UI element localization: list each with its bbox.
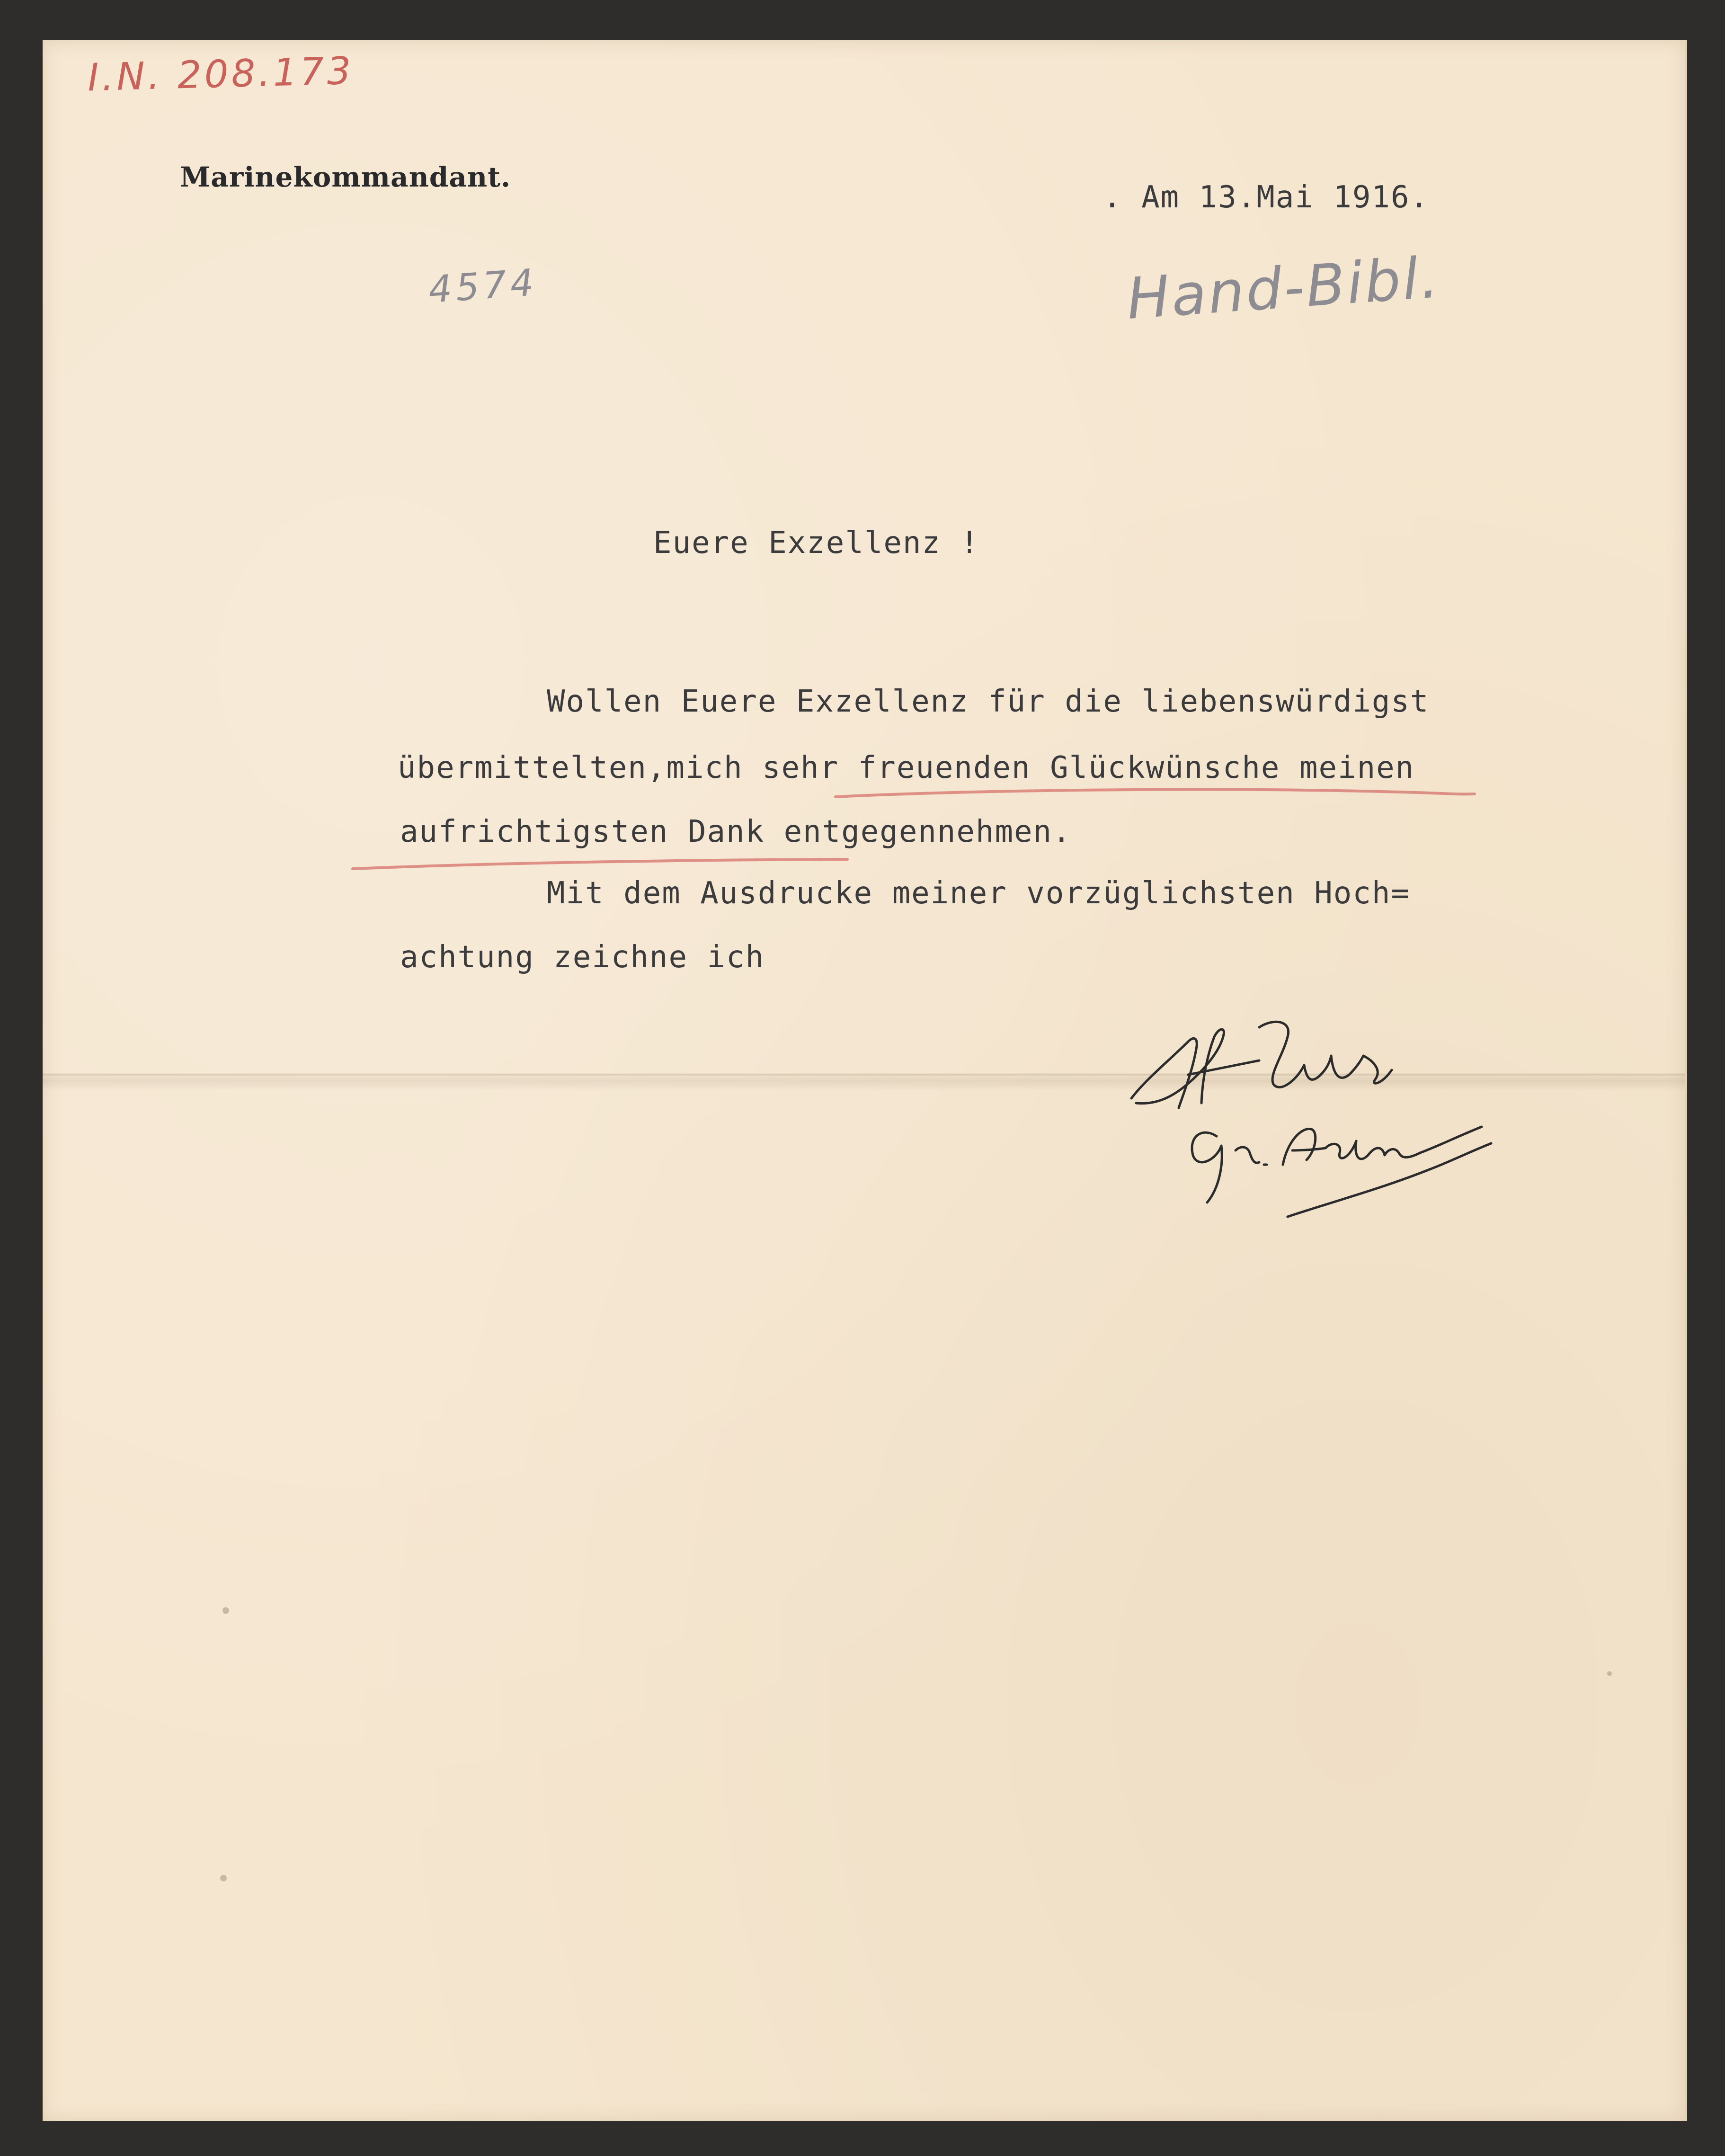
pencil-note: Hand-Bibl.: [1124, 245, 1442, 332]
letterhead: Marinekommandant.: [180, 161, 511, 193]
body-line: übermittelten,mich sehr freuenden Glückwünsche meinen: [398, 750, 1415, 785]
date-line: . Am 13.Mai 1916.: [1103, 180, 1430, 215]
body-line: achtung zeichne ich: [400, 940, 765, 975]
signature: [1117, 1008, 1505, 1221]
body-line: aufrichtigsten Dank entgegennehmen.: [400, 814, 1072, 849]
paper-spot: [222, 1607, 229, 1614]
body-line: Mit dem Ausdrucke meiner vorzüglichsten Hoch=: [547, 876, 1410, 911]
salutation: Euere Exzellenz !: [653, 526, 980, 561]
paper-spot: [220, 1875, 227, 1881]
inventory-number: I.N. 208.173: [87, 48, 355, 100]
paper-spot: [1607, 1671, 1612, 1676]
pencil-number: 4574: [427, 261, 539, 312]
body-line: Wollen Euere Exzellenz für die liebenswürdigst: [547, 684, 1430, 719]
